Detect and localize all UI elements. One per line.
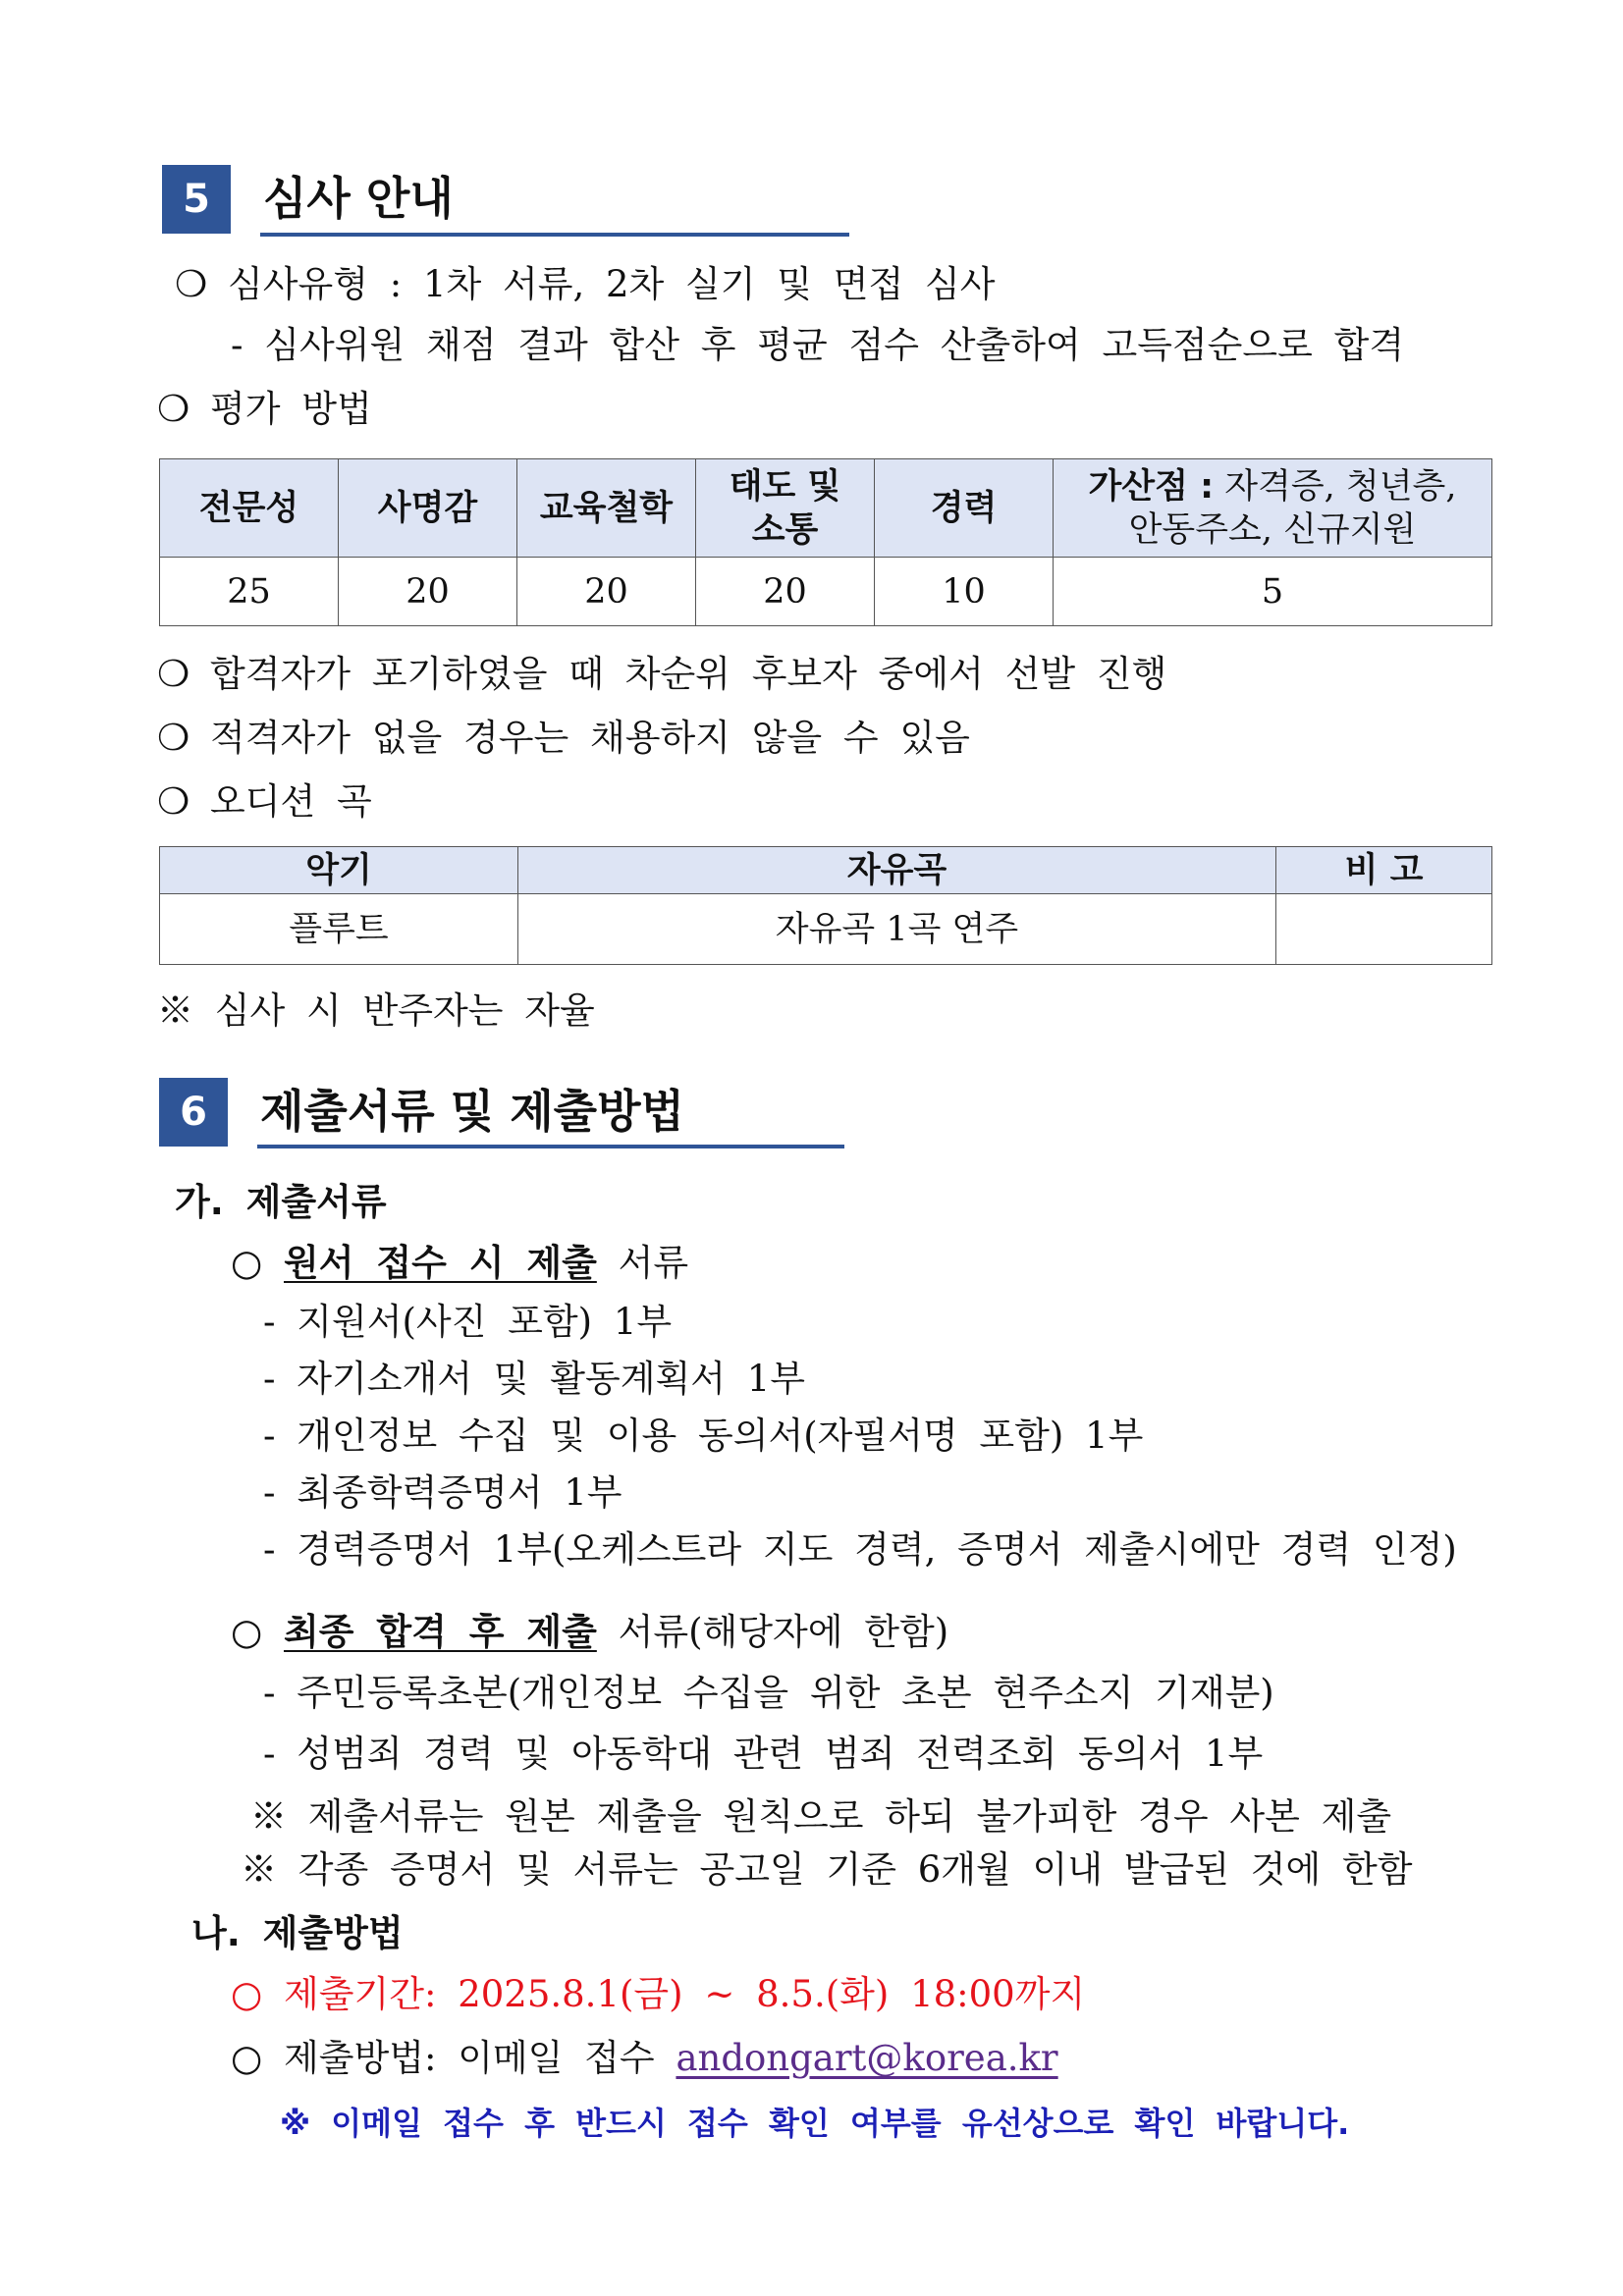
apply-doc-item: - 지원서(사진 포함) 1부 bbox=[263, 1301, 673, 1343]
doc-validity-note: ※ 각종 증명서 및 서류는 공고일 기준 6개월 이내 발급된 것에 한함 bbox=[241, 1848, 1413, 1891]
apply-doc-item: - 최종학력증명서 1부 bbox=[263, 1471, 622, 1514]
eval-method-line bbox=[157, 385, 372, 434]
bullet-icon: ❍ bbox=[157, 780, 190, 823]
eval-value: 20 bbox=[517, 558, 696, 626]
audition-table bbox=[159, 846, 1492, 965]
circle-icon: ○ bbox=[231, 1242, 263, 1284]
audition-header-piece: 자유곡 bbox=[518, 847, 1276, 894]
section-5-title: 심사 안내 bbox=[263, 172, 454, 225]
eval-header-career: 경력 bbox=[875, 459, 1054, 558]
bullet-icon: ❍ bbox=[157, 653, 190, 695]
section-5-number: 5 bbox=[162, 165, 231, 234]
audition-header-remarks: 비 고 bbox=[1276, 847, 1492, 894]
submission-method: ○ 제출방법: 이메일 접수 andongart@korea.kr bbox=[231, 2034, 1058, 2083]
apply-docs-heading: ○ 원서 접수 시 제출 서류 bbox=[231, 1239, 688, 1288]
apply-doc-item: - 자기소개서 및 활동계획서 1부 bbox=[263, 1358, 805, 1400]
eval-header-mission: 사명감 bbox=[339, 459, 517, 558]
accompanist-note: ※ 심사 시 반주자는 자율 bbox=[157, 989, 595, 1032]
circle-icon: ○ bbox=[231, 1973, 263, 2015]
submission-period bbox=[231, 1970, 1085, 2019]
audition-piece: 자유곡 1곡 연주 bbox=[518, 894, 1276, 965]
apply-doc-item: - 개인정보 수집 및 이용 동의서(자필서명 포함) 1부 bbox=[263, 1415, 1144, 1457]
section-5-underline bbox=[260, 233, 849, 237]
eval-header-attitude: 태도 및 소통 bbox=[696, 459, 875, 558]
sub-heading-method: 나. 제출방법 bbox=[191, 1912, 404, 1954]
review-type-line bbox=[175, 260, 996, 309]
doc-original-note: ※ 제출서류는 원본 제출을 원칙으로 하되 불가피한 경우 사본 제출 bbox=[250, 1795, 1392, 1838]
eval-header-expertise: 전문성 bbox=[160, 459, 339, 558]
eval-header-bonus: 가산점 : 자격증, 청년층, 안동주소, 신규지원 bbox=[1054, 459, 1492, 558]
audition-header-instrument: 악기 bbox=[160, 847, 518, 894]
section-6-number: 6 bbox=[159, 1078, 228, 1147]
final-docs-heading: ○ 최종 합격 후 제출 서류(해당자에 한함) bbox=[231, 1608, 948, 1657]
audition-instrument: 플루트 bbox=[160, 894, 518, 965]
final-doc-item: - 성범죄 경력 및 아동학대 관련 범죄 전력조회 동의서 1부 bbox=[263, 1733, 1264, 1775]
audition-label-line: ❍ 오디션 곡 bbox=[157, 777, 372, 827]
eval-table bbox=[159, 458, 1492, 626]
eval-value: 10 bbox=[875, 558, 1054, 626]
email-link[interactable]: andongart@korea.kr bbox=[676, 2037, 1058, 2079]
eval-value: 25 bbox=[160, 558, 339, 626]
eval-value: 20 bbox=[339, 558, 517, 626]
eval-method-label: 평가 방법 bbox=[210, 388, 372, 430]
review-type-sub: - 심사위원 채점 결과 합산 후 평균 점수 산출하여 고득점순으로 합격 bbox=[231, 324, 1405, 366]
circle-icon: ○ bbox=[231, 2037, 263, 2079]
bullet-icon: ❍ bbox=[157, 388, 190, 430]
eval-header-philosophy: 교육철학 bbox=[517, 459, 696, 558]
review-type-text: 심사유형 : 1차 서류, 2차 실기 및 면접 심사 bbox=[228, 263, 996, 305]
note-forfeit: ❍ 합격자가 포기하였을 때 차순위 후보자 중에서 선발 진행 bbox=[157, 650, 1166, 699]
final-doc-item: - 주민등록초본(개인정보 수집을 위한 초본 현주소지 기재분) bbox=[263, 1672, 1274, 1714]
bullet-icon: ❍ bbox=[175, 263, 208, 305]
eval-value: 20 bbox=[696, 558, 875, 626]
circle-icon: ○ bbox=[231, 1611, 263, 1653]
apply-doc-item: - 경력증명서 1부(오케스트라 지도 경력, 증명서 제출시에만 경력 인정) bbox=[263, 1528, 1457, 1571]
confirm-note: ※ 이메일 접수 후 반드시 접수 확인 여부를 유선상으로 확인 바랍니다. bbox=[280, 2105, 1350, 2142]
section-6-underline bbox=[257, 1145, 844, 1148]
audition-remarks bbox=[1276, 894, 1492, 965]
bullet-icon: ❍ bbox=[157, 717, 190, 759]
sub-heading-documents: 가. 제출서류 bbox=[175, 1181, 387, 1223]
note-no-eligible: ❍ 적격자가 없을 경우는 채용하지 않을 수 있음 bbox=[157, 714, 970, 763]
section-6-title: 제출서류 및 제출방법 bbox=[260, 1085, 684, 1138]
submission-period-text: 제출기간: 2025.8.1(금) ~ 8.5.(화) 18:00까지 bbox=[284, 1973, 1086, 2015]
eval-value: 5 bbox=[1054, 558, 1492, 626]
